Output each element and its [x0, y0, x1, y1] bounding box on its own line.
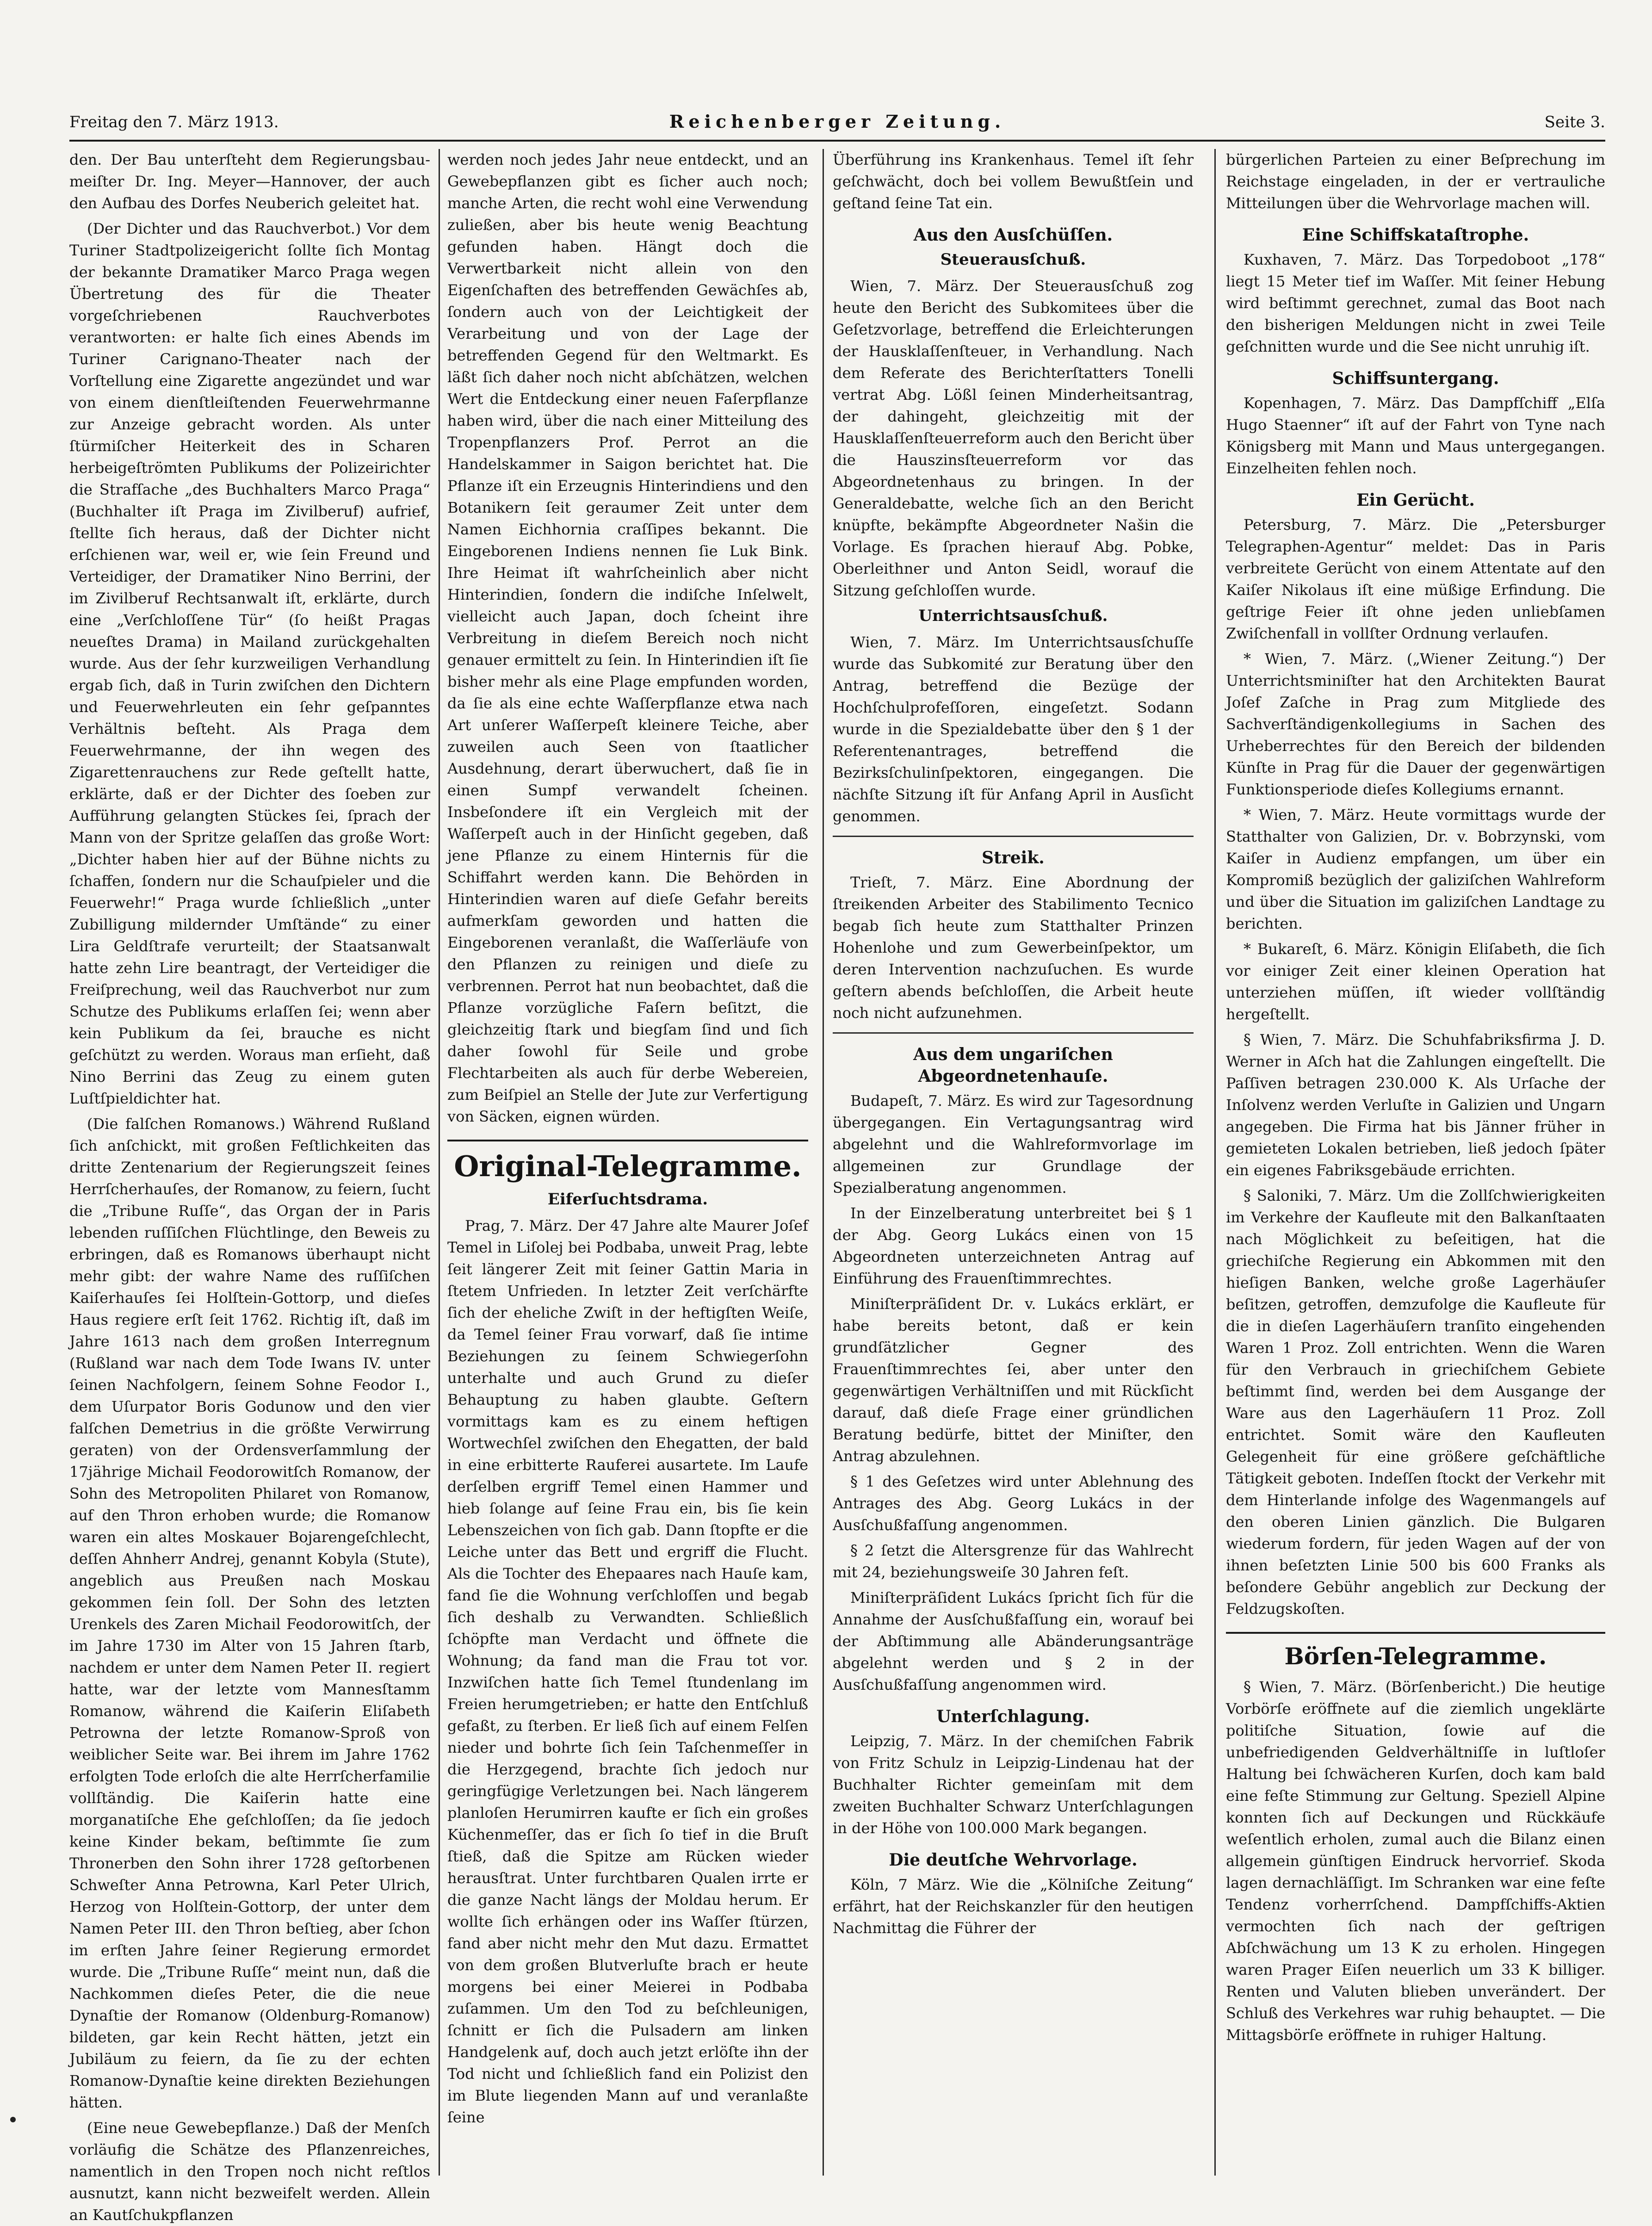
article-wiener-zeitung: * Wien, 7. März. („Wiener Zeitung.“) Der Unterrichtsminiſter hat den Architekten Baurat Joſef Zaſche in Prag zum Mitgliede des Sachverſtändigenkollegiums in Sachen des Urheberrechtes für den Bereich der bildenden Künſte in Prag für die Dauer der gegenwärtigen Funktionsperiode dieſes Kollegiums ernannt.: [1226, 650, 1605, 798]
section-heading-wehrvorlage: Die deutſche Wehrvorlage.: [889, 1850, 1138, 1870]
column-divider: [823, 149, 824, 2176]
section-heading-geruecht: Ein Gerücht.: [1356, 490, 1475, 510]
newspaper-page: [69, 107, 1605, 2224]
article-saloniki: § Saloniki, 7. März. Um die Zollſchwierigkeiten im Verkehre der Kaufleute mit den Balkanſtaaten nach Möglichkeit zu beſeitigen, hat die griechiſche Regierung ein Abkommen mit den hieſigen Banken, welche große Lagerhäuſer beſitzen, getroffen, demzufolge die Kaufleute für die in dieſen Lagerhäuſern tranſito eingehenden Waren 1 Proz. Zoll entrichten. Wenn die Waren für den Verbrauch in griechiſchem Gebiete beſtimmt ſind, werden bei dem Ausgange der Ware aus den Lagerhäuſern 11 Proz. Zoll entrichtet. Somit wäre den Kaufleuten Gelegenheit für eine größere geſchäftliche Tätigkeit geboten. Indeſſen ſtockt der Verkehr mit dem Hinterlande infolge des Wagenmangels auf den oberen Linien gänzlich. Die Bulgaren wiederum fordern, für jeden Wagen auf der von ihnen beſetzten Linie 500 bis 600 Franks als beſondere Gebühr angeblich zur Deckung der Feldzugskoſten.: [1226, 1187, 1605, 1618]
issue-date: Freitag den 7. März 1913.: [69, 113, 279, 131]
column-3: [833, 149, 1194, 2176]
article-continuation: den. Der Bau unterſteht dem Regierungsbau-meiſter Dr. Ing. Meyer—Hannover, der auch den Aufbau des Dorfes Neuberich geleitet hat.: [69, 151, 430, 212]
article-gewebepflanze-cont: werden noch jedes Jahr neue entdeckt, und an Gewebepflanzen gibt es ſicher auch noch; manche Arten, die recht wohl eine Verwendung zuließen, aber bis heute wenig Beachtung gefunden haben. Hängt doch die Verwertbarkeit nicht allein von den Eigenſchaften des betreffenden Gewächſes ab, ſondern auch von der Leichtigkeit der Verarbeitung und von der Lage der betreffenden Gegend für den Weltmarkt. Es läßt ſich daher noch nicht abſchätzen, welchen Wert die Entdeckung einer neuen Faſerpflanze haben wird, über die nach einer Mitteilung des Tropenpflanzers Prof. Perrot an die Handelskammer in Saigon berichtet hat. Die Pflanze iſt ein Erzeugnis Hinterindiens und den Botanikern ſeit geraumer Zeit unter dem Namen Eichhornia craſſipes bekannt. Die Eingeborenen Indiens nennen ſie Luk Bink. Ihre Heimat iſt wahrſcheinlich aber nicht Hinterindien, ſondern die indiſche Inſelwelt, vielleicht auch Japan, doch ſcheint ihre Verbreitung in dieſem Bereich noch nicht genauer ermittelt zu ſein. In Hinterindien iſt ſie bisher mehr als eine Plage empfunden worden, da ſie als eine echte Waſſerpflanze etwa nach Art unſerer Waſſerpeſt kleinere Teiche, aber zuweilen auch Seen von ſtaatlicher Ausdehnung, derart überwuchert, daß ſie in einen Sumpf verwandelt ſcheinen. Insbeſondere iſt ein Vergleich mit der Waſſerpeſt auch in der Hinſicht gegeben, daß jene Pflanze zu einem Hinternis für die Schiffahrt werden kann. Die Behörden in Hinterindien waren auf dieſe Gefahr bereits aufmerkſam geworden und hatten die Eingeborenen veranlaßt, die Waſſerläufe von den Pflanzen zu reinigen und dieſe zu verbrennen. Perrot hat nun beobachtet, daß die Pflanze vorzügliche Faſern beſitzt, die gleichzeitig ſtark und biegſam ſind und ſich daher ſowohl für Seile und grobe Flechtarbeiten als auch für derbe Webereien, zum Beiſpiel an Stelle der Jute zur Verfertigung von Säcken, eignen würden.: [447, 151, 808, 1125]
section-heading-streik: Streik.: [982, 848, 1045, 868]
article-dichter-rauchverbot: (Der Dichter und das Rauchverbot.) Vor dem Turiner Stadtpolizeigericht ſollte ſich Montag der bekannte Dramatiker Marco Praga wegen Übertretung des für die Theater vorgeſchriebenen Rauchverbotes verantworten: er halte ſich eines Abends im Turiner Carignano-Theater nach der Vorſtellung eine Zigarette angezündet und war von einem dienſtleiſtenden Feuerwehrmanne zur Anzeige gebracht worden. Als unter ſtürmiſcher Heiterkeit des in Scharen herbeigeſtrömten Publikums der Polizeirichter die Strafſache „des Buchhalters Marco Praga“ (Buchhalter iſt Praga im Zivilberuf) aufrief, ſtellte ſich heraus, daß der Dichter nicht erſchienen war, weil er, wie ſein Freund und Verteidiger, der Dramatiker Nino Berrini, der im Zivilberuf Rechtsanwalt iſt, erklärte, durch eine „Verſchloſſene Tür“ (ſo heißt Pragas neueſtes Drama) in Mailand zurückgehalten wurde. Aus der ſehr kurzweiligen Verhandlung ergab ſich, daß in Turin zwiſchen den Dichtern und Feuerwehrleuten ein ſehr geſpanntes Verhältnis beſteht. Als Praga dem Feuerwehrmanne, der ihn wegen des Zigarettenrauchens zur Rede geſtellt hatte, erklärte, daß er der Dichter des ſoeben zur Aufführung gelangten Stückes ſei, ſprach der Mann von der Spritze gelaſſen das große Wort: „Dichter haben hier auf der Bühne nichts zu ſchaffen, ſondern nur die Schauſpieler und die Feuerwehr!“ Praga wurde ſchließlich „unter Zubilligung mildernder Umſtände“ zu einer Lira Geldſtrafe verurteilt; der Staatsanwalt hatte zehn Lire beantragt, der Verteidiger die Freiſprechung, weil das Rauchverbot nur zum Schutze des Publikums erlaſſen ſei; wenn aber kein Publikum da ſei, brauche es nicht geſchützt zu werden. Woraus man erſieht, daß Nino Berrini das Zeug zu einem guten Luſtſpieldichter hat.: [69, 220, 430, 1107]
column-1: [69, 149, 430, 2224]
column-4: [1226, 149, 1605, 2176]
divider: [833, 1032, 1194, 1034]
article-schiffskatastrophe: Kuxhaven, 7. März. Das Torpedoboot „178“ liegt 15 Meter tief im Waſſer. Mit ſeiner Hebung wird beſtimmt gerechnet, zumal das Boot nach den bisherigen Meldungen nicht in zwei Teile geſchnitten wurde und die See nicht unruhig iſt.: [1226, 251, 1605, 355]
page-number: Seite 3.: [1544, 113, 1605, 131]
newspaper-title: Reichenberger Zeitung.: [669, 111, 1006, 132]
article-falsche-romanows: (Die falſchen Romanows.) Während Rußland ſich anſchickt, mit großen Feſtlichkeiten das dritte Zentenarium der Regierungszeit ſeines Herrſcherhauſes, der Romanow, zu feiern, ſucht die „Tribune Ruſſe“, das Organ der in Paris lebenden ruſſiſchen Flüchtlinge, den Beweis zu erbringen, daß es Romanows überhaupt nicht mehr gibt: der wahre Name des ruſſiſchen Kaiſerhauſes ſei Holſtein-Gottorp, und dieſes Haus regiere erſt ſeit 1762. Richtig iſt, daß im Jahre 1613 nach dem großen Interregnum (Rußland war nach dem Tode Iwans IV. unter ſeinen Nachfolgern, ſeinem Sohne Feodor I., dem Uſurpator Boris Godunow und den vier falſchen Demetrius in die größte Verwirrung geraten) von der Ordensverſammlung der 17jährige Michail Feodorowitſch Romanow, der Sohn des Metropoliten Philaret von Romanow, auf den Thron erhoben wurde; die Romanow waren ein altes Moskauer Bojarengeſchlecht, deſſen Ahnherr Andrej, genannt Kobyla (Stute), angeblich aus Preußen nach Moskau gekommen ſein ſoll. Der Sohn des letzten Urenkels des Zaren Michail Feodorowitſch, der im Jahre 1730 im Alter von 15 Jahren ſtarb, nachdem er unter dem Namen Peter II. regiert hatte, war der letzte vom Mannesſtamm Romanow, während die Kaiſerin Eliſabeth Petrowna der letzte Romanow-Sproß von weiblicher Seite war. Bei ihrem im Jahre 1762 erfolgten Tode erloſch die alte Herrſcherfamilie vollſtändig. Die Kaiſerin hatte eine morganatiſche Ehe geſchloſſen; da ſie jedoch keine Kinder bekam, beſtimmte ſie zum Thronerben den Sohn ihrer 1728 geſtorbenen Schweſter Anna Petrowna, Karl Peter Ulrich, Herzog von Holſtein-Gottorp, der unter dem Namen Peter III. den Thron beſtieg, aber ſchon im erſten Jahre ſeiner Regierung ermordet wurde. Die „Tribune Ruſſe“ meint nun, daß die Nachkommen dieſes Peter, die die neue Dynaſtie der Romanow (Oldenburg-Romanow) bildeten, gar kein Recht hätten, jetzt ein Jubiläum zu feiern, da ſie zu der echten Romanow-Dynaſtie keine direkten Beziehungen hätten.: [69, 1115, 430, 2111]
section-heading-boersen-telegramme: Börſen-Telegramme.: [1226, 1632, 1605, 1673]
divider: [833, 836, 1194, 837]
section-heading-schiffskatastrophe: Eine Schiffskataſtrophe.: [1302, 225, 1529, 245]
section-heading-ausschuesse: Aus den Ausſchüſſen.: [913, 225, 1113, 245]
article-wehrvorlage-cont: bürgerlichen Parteien zu einer Beſprechung im Reichstage eingeladen, in der er vertrauliche Mitteilungen über die Wehrvorlage machen will.: [1226, 151, 1605, 212]
article-budapest-6: Miniſterpräſident Lukács ſpricht ſich für die Annahme der Ausſchußfaſſung ein, worauf bei der Abſtimmung alle Abänderungsanträge abgelehnt werden und § 2 in der Ausſchußfaſſung angenommen wird.: [833, 1589, 1194, 1693]
article-unterrichtsausschuss: Wien, 7. März. Im Unterrichtsausſchuſſe wurde das Subkomité zur Beratung über den Antrag, betreffend die Bezüge der Hochſchulprofeſſoren, eingeſetzt. Sodann wurde in die Spezialdebatte über den § 1 der Referentenantrages, betreffend die Bezirksſchulinſpektoren, eingegangen. Die nächſte Sitzung iſt für Anfang April in Ausſicht genommen.: [833, 633, 1194, 825]
article-schuhfabrik: § Wien, 7. März. Die Schuhfabriksfirma J. D. Werner in Aſch hat die Zahlungen eingeſtellt. Die Paſſiven betragen 230.000 K. Als Urſache der Inſolvenz werden Verluſte in Galizien und Ungarn angegeben. Die Firma hat bis Jänner früher in gemieteten Lokalen betrieben, ließ jedoch ſpäter ein eigenes Fabriksgebäude errichten.: [1226, 1031, 1605, 1179]
article-budapest-2: In der Einzelberatung unterbreitet bei § 1 der Abg. Georg Lukács einen von 15 Abgeordneten unterzeichneten Antrag auf Einführung des Frauenſtimmrechtes.: [833, 1204, 1194, 1287]
article-unterschlagung: Leipzig, 7. März. In der chemiſchen Fabrik von Fritz Schulz in Leipzig-Lindenau hat der Buchhalter Richter gemeinſam mit dem zweiten Buchhalter Schwarz Unterſchlagungen in der Höhe von 100.000 Mark begangen.: [833, 1732, 1194, 1837]
article-geruecht: Petersburg, 7. März. Die „Petersburger Telegraphen-Agentur“ meldet: Das in Paris verbreitete Gerücht von einem Attentate auf den Kaiſer Nikolaus iſt eine müßige Erfindung. Die geſtrige Feier iſt ohne jeden unliebſamen Zwiſchenfall in vollſter Ordnung verlaufen.: [1226, 516, 1605, 642]
column-2: [447, 149, 808, 2176]
article-streik: Trieſt, 7. März. Eine Abordnung der ſtreikenden Arbeiter des Stabilimento Tecnico begab ſich heute zum Statthalter Prinzen Hohenlohe und zum Gewerbeinſpektor, um deren Intervention nachzuſuchen. Es wurde geſtern abends beſchloſſen, die Arbeit heute noch nicht aufzunehmen.: [833, 874, 1194, 1022]
subheading-steuerausschuss: Steuerausſchuß.: [940, 250, 1086, 269]
column-divider: [439, 149, 440, 2176]
section-heading-schiffsuntergang: Schiffsuntergang.: [1332, 369, 1499, 388]
article-bukarest: * Bukareſt, 6. März. Königin Eliſabeth, die ſich vor einiger Zeit einer kleinen Operation hat unterziehen müſſen, iſt wieder vollſtändig hergeſtellt.: [1226, 940, 1605, 1023]
article-statthalter-galizien: * Wien, 7. März. Heute vormittags wurde der Statthalter von Galizien, Dr. v. Bobrzynski, vom Kaiſer in Audienz empfangen, um über ein Kompromiß bezüglich der galiziſchen Wahlreform und über die Situation im galiziſchen Landtage zu berichten.: [1226, 806, 1605, 932]
article-budapest-3: Miniſterpräſident Dr. v. Lukács erklärt, er habe bereits betont, daß er kein grundſätzlicher Gegner des Frauenſtimmrechtes ſei, aber unter den gegenwärtigen Verhältniſſen und mit Rückſicht darauf, daß dieſe Frage einer gründlichen Beratung bedürfe, bittet der Miniſter, den Antrag abzulehnen.: [833, 1295, 1194, 1465]
article-schiffsuntergang: Kopenhagen, 7. März. Das Dampfſchiff „Elſa Hugo Staenner“ iſt auf der Fahrt von Tyne nach Königsberg mit Mann und Maus untergegangen. Einzelheiten fehlen noch.: [1226, 394, 1605, 477]
subheading-unterrichtsausschuss: Unterrichtsausſchuß.: [918, 607, 1108, 625]
article-budapest-1: Budapeſt, 7. März. Es wird zur Tagesordnung übergegangen. Ein Vertagungsantrag wird abgelehnt und die Wahlreformvorlage im allgemeinen zur Grundlage der Spezialberatung angenommen.: [833, 1092, 1194, 1197]
scan-speck: [10, 2117, 16, 2122]
article-wehrvorlage: Köln, 7 März. Wie die „Kölniſche Zeitung“ erfährt, hat der Reichskanzler für den heutigen Nachmittag die Führer der: [833, 1876, 1194, 1937]
article-steuerausschuss: Wien, 7. März. Der Steuerausſchuß zog heute den Bericht des Subkomitees über die Geſetzvorlage, betreffend die Erleichterungen der Hausklaſſenſteuer, in Verhandlung. Nach dem Referate des Berichterſtatters Tonelli vertrat Abg. Lößl ſeinen Minderheitsantrag, der dahingeht, gleichzeitig mit der Hausklaſſenſteuerreform auch den Bericht über die Hauszinsſteuerreform vor das Abgeordnetenhaus zu bringen. In der Generaldebatte, welche ſich an den Bericht knüpfte, bekämpfte Abgeordneter Našin die Vorlage. Es ſprachen hierauf Abg. Pobke, Oberleithner und Anton Seidl, worauf die Sitzung geſchloſſen wurde.: [833, 277, 1194, 599]
article-eifersuchtsdrama-cont: Überführung ins Krankenhaus. Temel iſt ſehr geſchwächt, doch bei vollem Bewußtſein und geſtand ſeine Tat ein.: [833, 151, 1194, 212]
column-divider: [1214, 149, 1216, 2176]
article-boersenbericht: § Wien, 7. März. (Börſenbericht.) Die heutige Vorbörſe eröffnete auf die ziemlich ungeklärte politiſche Situation, ſowie auf die unbefriedigenden Geldverhältniſſe in luſtloſer Haltung bei ſchwächeren Kurſen, doch kam bald eine feſte Stimmung zur Geltung. Speziell Alpine konnten ſich auf Deckungen und Rückkäufe weſentlich erholen, zumal auch die Bilanz einen allgemein günſtigen Eindruck hervorrief. Skoda lagen dernachläſſigt. Im Schranken war eine feſte Tendenz vorherrſchend. Dampfſchiffs-Aktien vermochten ſich nach der geſtrigen Abſchwächung um 13 K zu erholen. Hingegen waren Prager Eiſen neuerlich um 33 K billiger. Renten und Valuten blieben unverändert. Der Schluß des Verkehres war ruhig behauptet. — Die Mittagsbörſe eröffnete in ruhiger Haltung.: [1226, 1678, 1605, 2044]
section-heading-unterschlagung: Unterſchlagung.: [936, 1707, 1090, 1726]
masthead: [69, 107, 1605, 142]
section-heading-ungarisches-abgeordnetenhaus: Aus dem ungariſchen Abgeordnetenhauſe.: [913, 1045, 1113, 1086]
article-gewebepflanze: (Eine neue Gewebepflanze.) Daß der Menſch vorläufig die Schätze des Pflanzenreiches, namentlich in den Tropen noch nicht reſtlos ausnutzt, kann nicht bezweifelt werden. Allein an Kautſchukpflanzen: [69, 2119, 430, 2224]
article-heading-eifersuchtsdrama: Eiferſuchtsdrama.: [547, 1190, 708, 1209]
article-budapest-4: § 1 des Geſetzes wird unter Ablehnung des Antrages des Abg. Georg Lukács in der Ausſchußfaſſung angenommen.: [833, 1473, 1194, 1534]
section-heading-original-telegramme: Original-Telegramme.: [447, 1140, 808, 1185]
article-eifersuchtsdrama: Prag, 7. März. Der 47 Jahre alte Maurer Joſef Temel in Liſolej bei Podbaba, unweit Prag, lebte ſeit längerer Zeit mit ſeiner Gattin Maria in ſtetem Unfrieden. In letzter Zeit verſchärfte ſich der eheliche Zwiſt in der heftigſten Weiſe, da Temel ſeiner Frau vorwarf, daß ſie intime Beziehungen zu ſeinem Schwiegerſohn unterhalte und auch Grund zu dieſer Behauptung zu haben glaubte. Geſtern vormittags kam es zu einem heftigen Wortwechſel zwiſchen den Ehegatten, der bald in eine erbitterte Rauferei ausartete. Im Laufe derſelben ergriff Temel einen Hammer und hieb ſolange auf ſeine Frau ein, bis ſie kein Lebenszeichen von ſich gab. Dann ſtopfte er die Leiche unter das Bett und ergriff die Flucht. Als die Tochter des Ehepaares nach Hauſe kam, fand ſie die Wohnung verſchloſſen und begab ſich deshalb zu Verwandten. Schließlich ſchöpfte man Verdacht und öffnete die Wohnung; da fand man die Frau tot vor. Inzwiſchen hatte ſich Temel ſtundenlang im Freien herumgetrieben; er hatte den Entſchluß gefaßt, zu ſterben. Er ließ ſich auf einem Felſen nieder und bohrte ſich ſein Taſchenmeſſer in die Herzgegend, brachte ſich jedoch nur geringfügige Verletzungen bei. Nach längerem planloſen Herumirren kaufte er ſich ein großes Küchenmeſſer, das er ſich ſo tief in die Bruſt ſtieß, daß die Spitze am Rücken wieder herausſtrat. Unter furchtbaren Qualen irrte er die ganze Nacht längs der Moldau herum. Er wollte ſich erhängen oder ins Waſſer ſtürzen, fand aber nicht mehr den Mut dazu. Ermattet von dem großen Blutverluſte brach er heute morgens bei einer Meierei in Podbaba zuſammen. Um den Tod zu beſchleunigen, ſchnitt er ſich die Pulsadern am linken Handgelenk auf, doch auch jetzt erlöſte ihn der Tod nicht und ſchließlich fand ein Polizist den im Blute liegenden Mann auf und veranlaßte ſeine: [447, 1217, 808, 2126]
article-budapest-5: § 2 ſetzt die Altersgrenze für das Wahlrecht mit 24, beziehungsweiſe 30 Jahren feſt.: [833, 1542, 1194, 1581]
